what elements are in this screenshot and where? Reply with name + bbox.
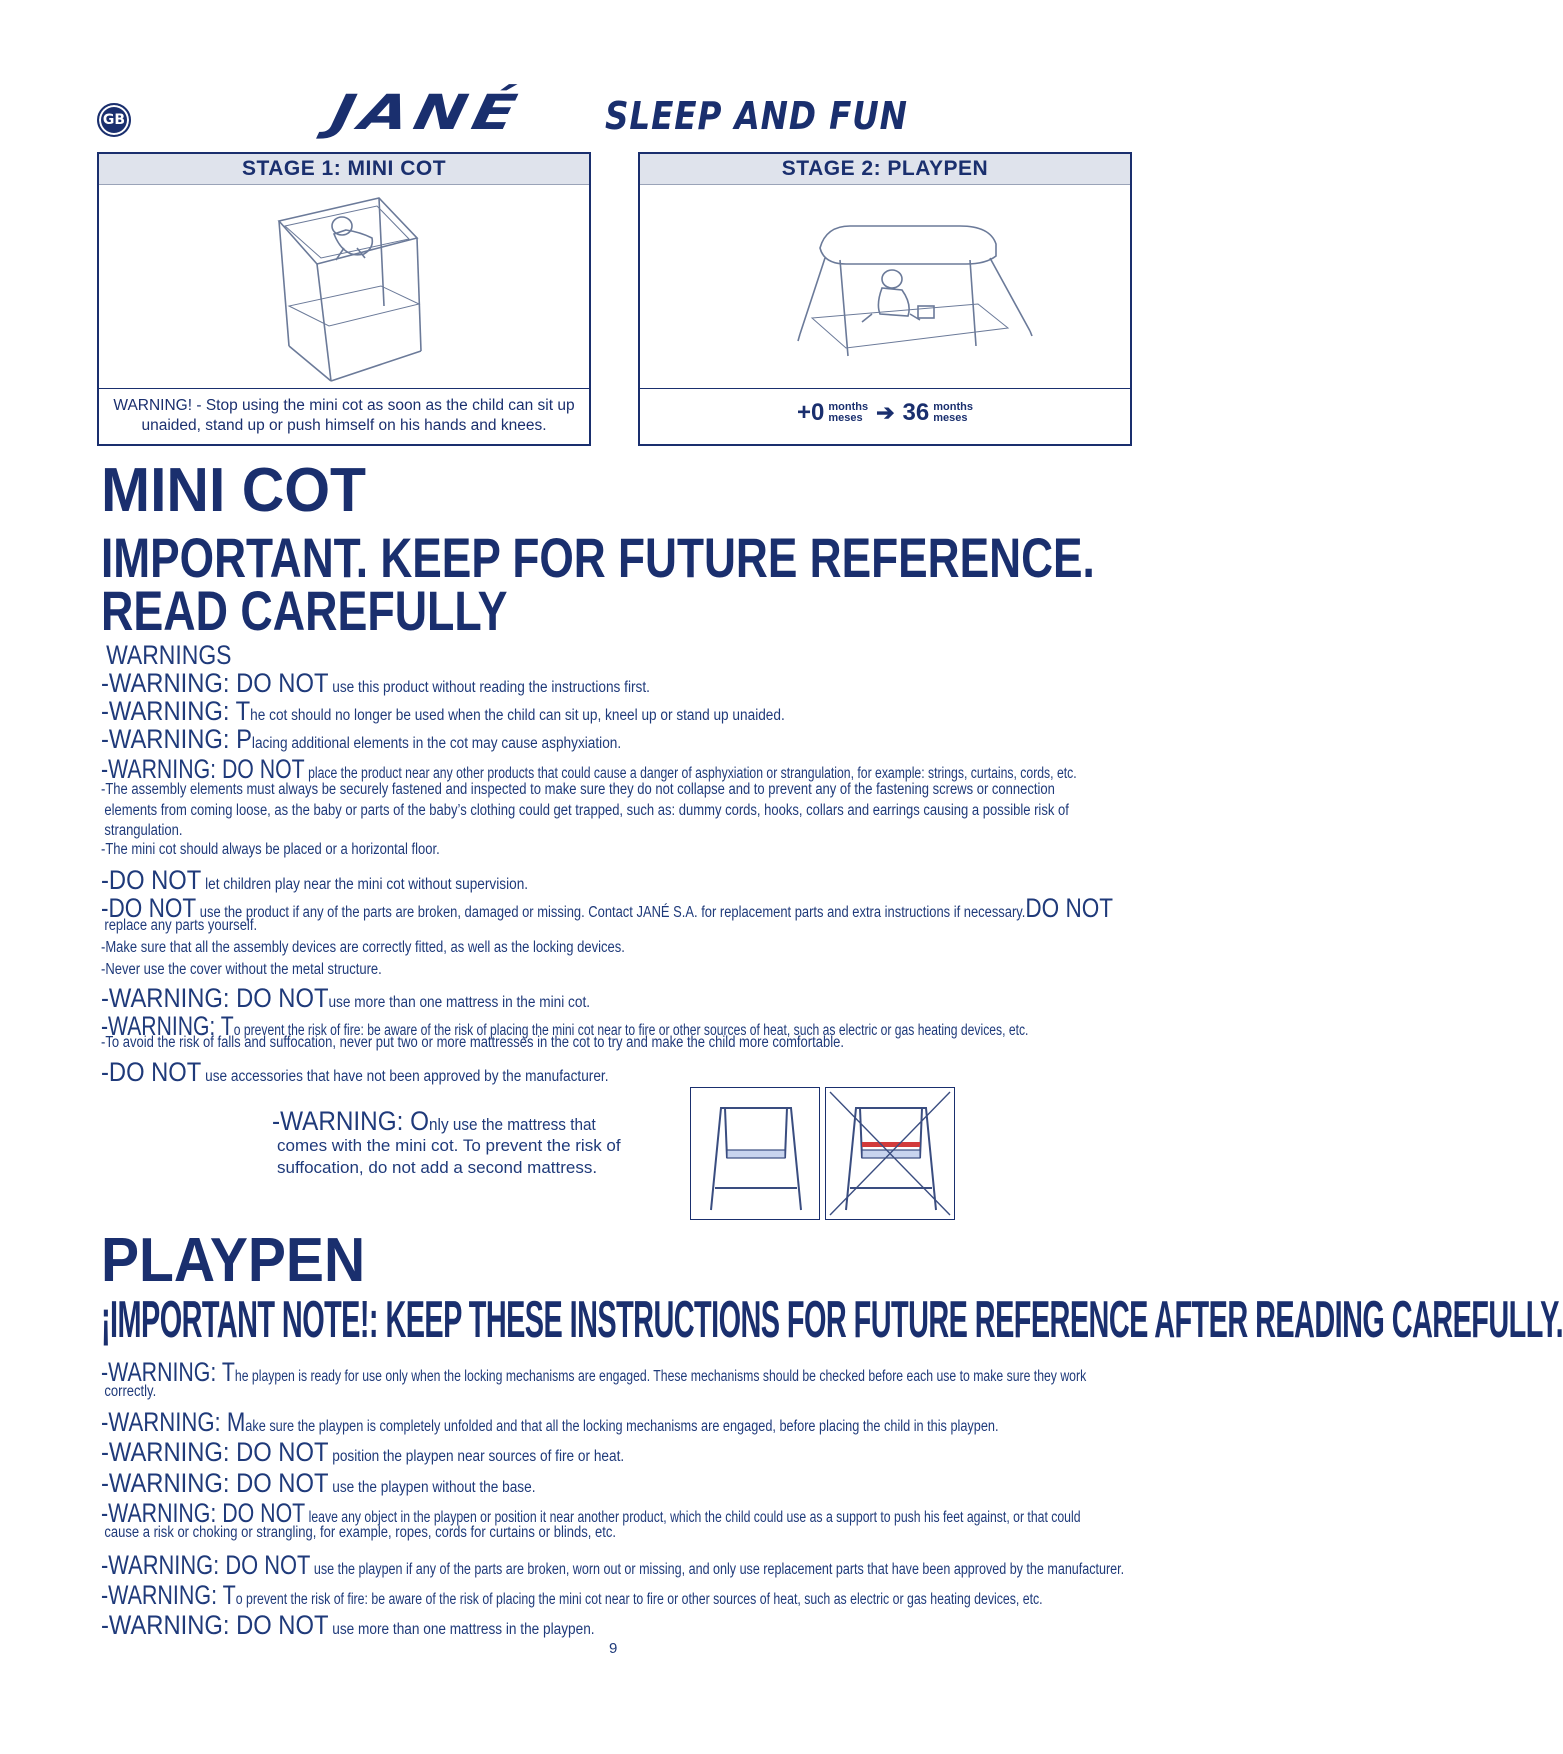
pp-line-6-text: use the playpen if any of the parts are broken, worn out or missing, and only use replacement parts that have been approved by the manufacturer. bbox=[310, 1561, 1125, 1578]
fire-line bbox=[101, 1011, 1029, 1041]
warnings-label: WARNINGS bbox=[106, 640, 232, 670]
stage2-title: STAGE 2: PLAYPEN bbox=[640, 154, 1130, 185]
pp-line-5 bbox=[101, 1498, 1081, 1528]
mini-cot-title: MINI COT bbox=[101, 456, 367, 525]
fire-lead: -WARNING: T bbox=[101, 1011, 234, 1041]
playpen-note: ¡IMPORTANT NOTE!: KEEP THESE INSTRUCTIONS FOR FUTURE REFERENCE AFTER READING CAREFULLY. bbox=[101, 1291, 1563, 1349]
pp-line-8-text: use more than one mattress in the playpen. bbox=[328, 1621, 595, 1638]
only-mattress-warning bbox=[272, 1106, 652, 1180]
mattress-line bbox=[101, 983, 1034, 1011]
mini-cot-warnings bbox=[101, 640, 1161, 1085]
play-text: let children play near the mini cot without supervision. bbox=[201, 876, 529, 893]
mattress-lead: -WARNING: DO NOT bbox=[101, 983, 329, 1013]
accessories-line bbox=[101, 1057, 1034, 1085]
arrow-right-icon: ➔ bbox=[876, 400, 895, 425]
line-4-text: place the product near any other products that could cause a danger of asphyxiation or strangulation, for example: strings, curtains, cords, etc. bbox=[304, 765, 1077, 782]
line-2-text: he cot should no longer be used when the child can sit up, kneel up or stand up unaided. bbox=[250, 707, 785, 724]
pp-line-6-lead: -WARNING: DO NOT bbox=[101, 1550, 311, 1580]
mini-cot-line-1 bbox=[101, 668, 1034, 696]
pp-line-2-text: ake sure the playpen is completely unfolded and that all the locking mechanisms are engaged, before placing the child in this playpen. bbox=[245, 1418, 999, 1435]
incorrect-mattress-diagram bbox=[825, 1087, 955, 1220]
line-1-lead: -WARNING: DO NOT bbox=[101, 668, 329, 698]
pp-line-3-lead: -WARNING: DO NOT bbox=[101, 1437, 329, 1467]
brand-tagline: SLEEP AND FUN bbox=[605, 94, 908, 138]
accessories-text: use accessories that have not been approved by the manufacturer. bbox=[201, 1068, 609, 1085]
cover-line: -Never use the cover without the metal structure. bbox=[101, 961, 382, 978]
pp-line-2 bbox=[101, 1407, 999, 1437]
pp-line-6 bbox=[101, 1550, 1125, 1580]
unit-es: meses bbox=[828, 412, 863, 424]
play-line bbox=[101, 865, 1034, 893]
stage1-panel bbox=[97, 152, 591, 446]
only-line-2: comes with the mini cot. To prevent the risk of bbox=[277, 1136, 621, 1155]
stage2-panel bbox=[638, 152, 1132, 446]
pp-line-4-lead: -WARNING: DO NOT bbox=[101, 1468, 329, 1498]
broken-cont: replace any parts yourself. bbox=[104, 917, 258, 934]
assembly-line-2: elements from coming loose, as the baby or parts of the baby’s clothing could get trapped, such as: dummy cords, hooks, collars and earrings causing a possible risk of bbox=[104, 802, 1069, 819]
pp-line-5-text: leave any object in the playpen or position it near another product, which the child could use as a support to push his feet against, or that could bbox=[305, 1509, 1081, 1526]
stage1-title: STAGE 1: MINI COT bbox=[99, 154, 589, 185]
pp-line-5-lead: -WARNING: DO NOT bbox=[101, 1498, 306, 1528]
unit-es-2: meses bbox=[933, 412, 968, 424]
pp-line-7-lead: -WARNING: T bbox=[101, 1580, 236, 1610]
line-2-lead: -WARNING: T bbox=[101, 696, 251, 726]
pp-line-4 bbox=[101, 1468, 1034, 1498]
pp-line-1-text: he playpen is ready for use only when the locking mechanisms are engaged. These mechanisms should be checked before each use to make sure they work bbox=[234, 1368, 1087, 1385]
floor-line: -The mini cot should always be placed or a horizontal floor. bbox=[101, 841, 440, 858]
pp-line-3 bbox=[101, 1437, 1034, 1468]
age-from-unit bbox=[828, 402, 868, 424]
only-line-3: suffocation, do not add a second mattress. bbox=[277, 1158, 598, 1177]
brand-logo: JANÉ bbox=[325, 84, 528, 141]
stage1-warning-line2: unaided, stand up or push himself on his hands and knees. bbox=[141, 417, 547, 434]
stage1-warning bbox=[99, 388, 589, 444]
fire-text: o prevent the risk of fire: be aware of the risk of placing the mini cot near to fire or other sources of heat, such as electric or gas heating devices, etc. bbox=[233, 1022, 1029, 1039]
broken-lead-2: DO NOT bbox=[1025, 893, 1114, 923]
mini-cot-illustration bbox=[99, 186, 589, 386]
correct-mattress-diagram bbox=[690, 1087, 820, 1220]
age-range bbox=[640, 396, 1130, 424]
line-3-text: lacing additional elements in the cot may cause asphyxiation. bbox=[251, 735, 622, 752]
age-from: +0 bbox=[797, 399, 825, 426]
playpen-title: PLAYPEN bbox=[101, 1226, 366, 1295]
pp-line-8-lead: -WARNING: DO NOT bbox=[101, 1610, 329, 1640]
page-number: 9 bbox=[609, 1640, 618, 1657]
pp-line-7 bbox=[101, 1580, 1043, 1610]
line-1-text: use this product without reading the instructions first. bbox=[328, 679, 650, 696]
playpen-warnings bbox=[101, 1357, 1161, 1640]
mini-cot-line-2 bbox=[101, 696, 1034, 724]
line-3-lead: -WARNING: P bbox=[101, 724, 252, 754]
pp-line-1-lead: -WARNING: T bbox=[101, 1357, 235, 1387]
pp-line-7-text: o prevent the risk of fire: be aware of the risk of placing the mini cot near to fire or other sources of heat, such as electric or gas heating devices, etc. bbox=[235, 1591, 1043, 1608]
unit-en: months bbox=[828, 401, 869, 413]
age-to: 36 bbox=[902, 399, 930, 426]
age-to-unit bbox=[933, 402, 973, 424]
region-badge: GB bbox=[97, 103, 131, 137]
playpen-illustration bbox=[640, 186, 1130, 386]
assembly-line-1: -The assembly elements must always be securely fastened and inspected to make sure they do not collapse and to prevent any of the fastening screws or connection bbox=[101, 781, 1055, 798]
mini-cot-subtitle-1: IMPORTANT. KEEP FOR FUTURE REFERENCE. bbox=[101, 526, 1095, 589]
broken-lead: -DO NOT bbox=[101, 893, 197, 923]
pp-line-8 bbox=[101, 1610, 1034, 1640]
only-text: nly use the mattress that bbox=[429, 1115, 596, 1134]
broken-text: use the product if any of the parts are broken, damaged or missing. Contact JANÉ S.A. for replacement parts and extra instructions if necessary. bbox=[196, 904, 1026, 921]
assembly-line-3: strangulation. bbox=[104, 822, 183, 839]
only-lead: -WARNING: O bbox=[272, 1106, 430, 1136]
only-line-1 bbox=[272, 1106, 614, 1136]
devices-line: -Make sure that all the assembly devices are correctly fitted, as well as the locking devices. bbox=[101, 939, 625, 956]
unit-en-2: months bbox=[933, 401, 973, 413]
mini-cot-line-4 bbox=[101, 754, 1077, 784]
stage2-ages bbox=[640, 388, 1130, 444]
falls-line: -To avoid the risk of falls and suffocation, never put two or more mattresses in the cot to try and make the child more comfortable. bbox=[101, 1034, 844, 1051]
mini-cot-line-3 bbox=[101, 724, 1034, 754]
accessories-lead: -DO NOT bbox=[101, 1057, 202, 1087]
pp-line-1 bbox=[101, 1357, 1087, 1387]
pp-line-5-cont: cause a risk or choking or strangling, for example, ropes, cords for curtains or blinds, etc. bbox=[104, 1524, 616, 1541]
mattress-text: use more than one mattress in the mini cot. bbox=[328, 994, 591, 1011]
broken-line bbox=[101, 893, 1114, 923]
pp-line-2-lead: -WARNING: M bbox=[101, 1407, 246, 1437]
play-lead: -DO NOT bbox=[101, 865, 202, 895]
pp-line-4-text: use the playpen without the base. bbox=[328, 1479, 536, 1496]
pp-line-1-cont: correctly. bbox=[104, 1383, 157, 1400]
stage1-warning-line1: WARNING! - Stop using the mini cot as soon as the child can sit up bbox=[113, 397, 575, 414]
mini-cot-subtitle-2: READ CAREFULLY bbox=[101, 579, 508, 642]
pp-line-3-text: position the playpen near sources of fire or heat. bbox=[328, 1448, 625, 1465]
line-4-lead: -WARNING: DO NOT bbox=[101, 754, 305, 784]
